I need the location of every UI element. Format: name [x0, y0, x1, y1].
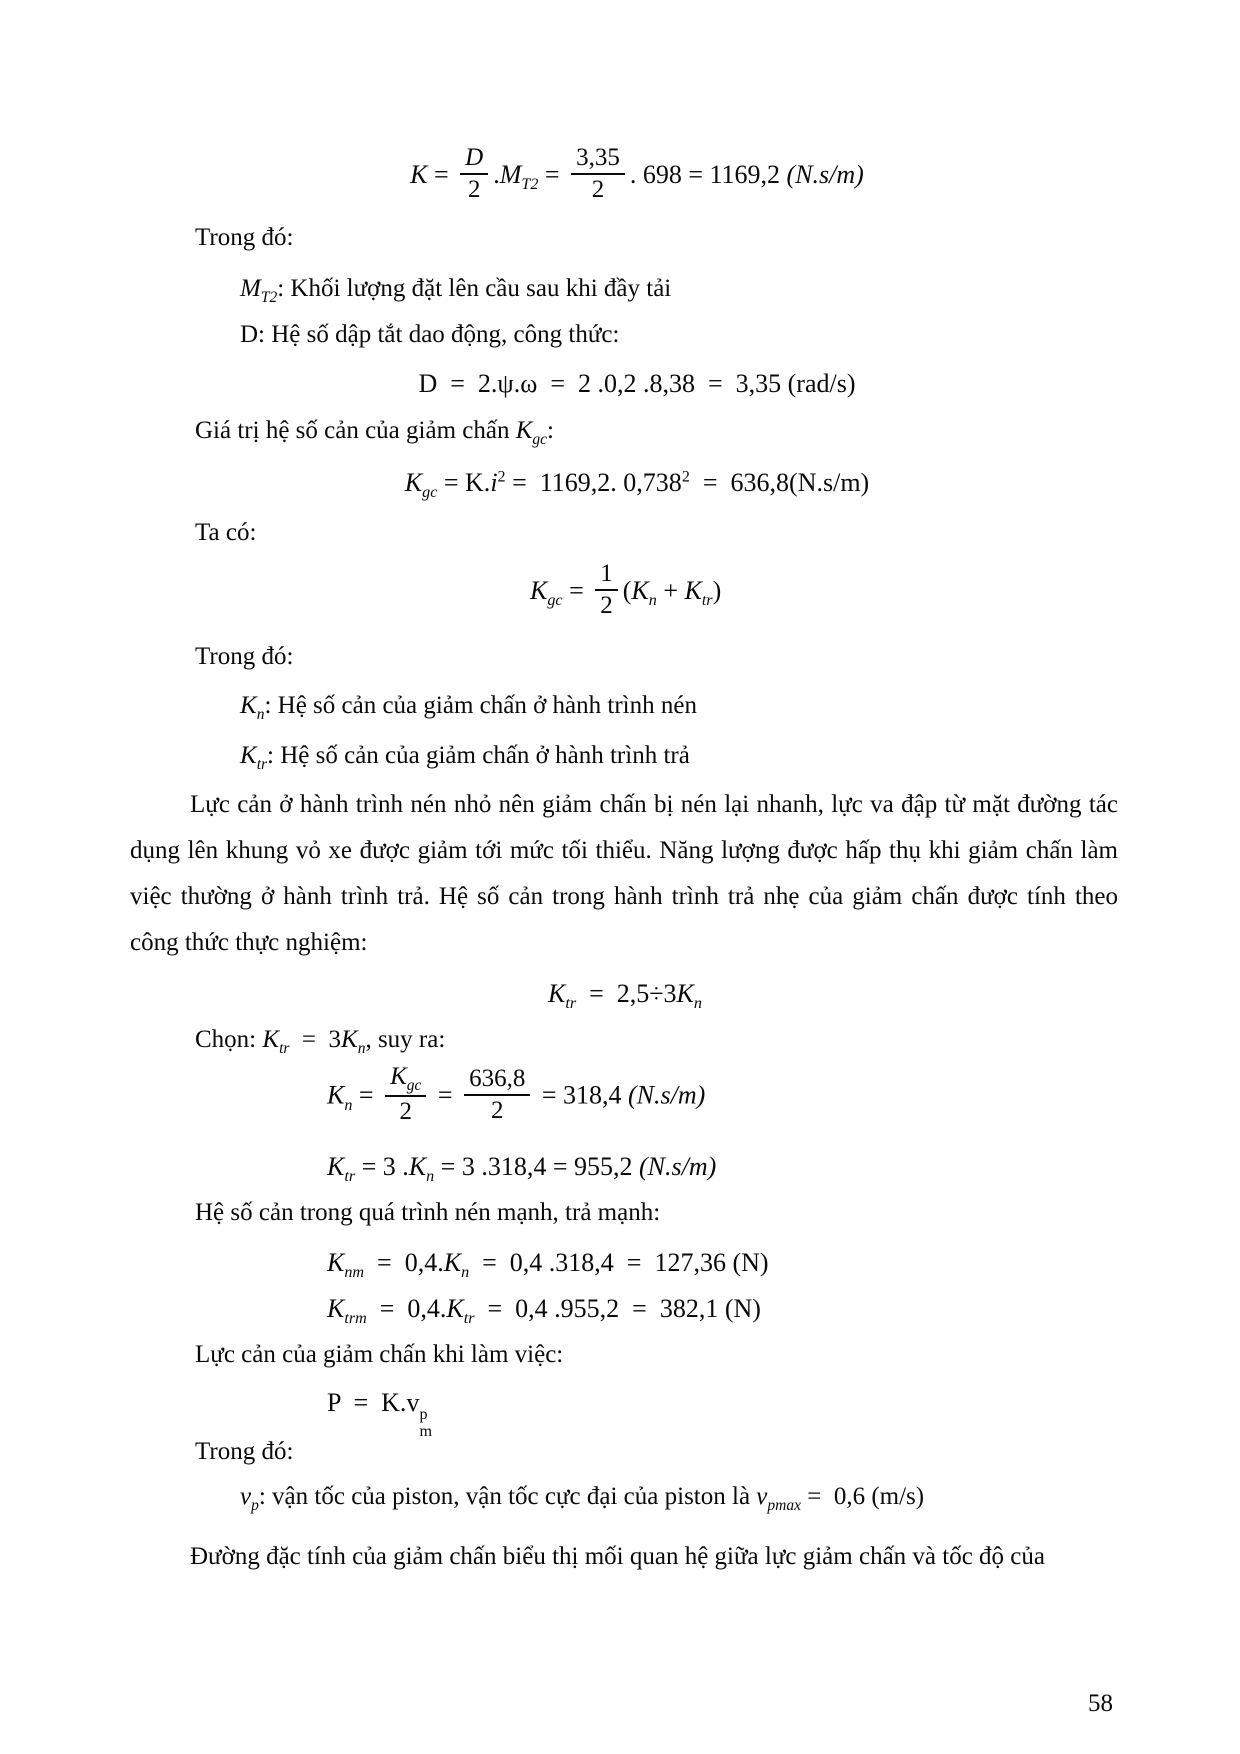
- label-trong-do-1: Trong đó:: [195, 224, 294, 251]
- kgc-subscript: gc: [532, 431, 548, 448]
- definition-mt2: [240, 275, 671, 307]
- formula-kgc-value: $K_{gc} = K.i^2 = 1169,2$. 0,738$^2$ = 636,8(N.s/m): [404, 468, 870, 502]
- subscript-m: m: [419, 1422, 432, 1440]
- ktr-subscript: tr: [279, 1040, 290, 1057]
- formula-ktr-range: [548, 979, 702, 1013]
- ktrm-subscript: trm: [344, 1310, 367, 1328]
- equals-sign: =: [538, 159, 567, 189]
- ktr-subscript: tr: [344, 1168, 356, 1186]
- kn-description: : Hệ số cản của giảm chấn ở hành trình nén: [264, 692, 697, 719]
- fraction-one-half: $\frac{1}{2}$: [595, 560, 618, 620]
- ktr-subscript: tr: [701, 592, 713, 610]
- vp-symbol: v: [240, 1483, 252, 1510]
- open-paren: (: [622, 575, 632, 605]
- kgc-symbol: K: [404, 468, 423, 497]
- label-trong-do-2: Trong đó:: [195, 643, 294, 670]
- kn-symbol: K: [443, 1248, 462, 1277]
- ktr-description: : Hệ số cản của giảm chấn ở hành trình trả: [267, 742, 690, 769]
- formula-kn-calc: [327, 1063, 706, 1129]
- ktr-symbol: K: [240, 742, 257, 769]
- kn-symbol: K: [341, 1026, 358, 1053]
- vpmax-subscript: pmax: [767, 1497, 801, 1514]
- paragraph-damping-behavior: Lực cản ở hành trình nén nhỏ nên giảm chấn bị nén lại nhanh, lực va đập từ mặt đường tác dụng lên khung vỏ xe được giảm tới mức tối thiểu. Năng lượng được hấp thụ khi giảm chấn làm việc thường ở hành trình trả. Hệ số cản trong hành trình trả nhẹ của giảm chấn được tính theo công thức thực nghiệm:: [130, 791, 1118, 956]
- line-gia-tri: [195, 417, 554, 449]
- ktr-subscript: tr: [256, 756, 268, 773]
- equals-sign: =: [427, 159, 456, 189]
- fraction-d-over-2: $\frac{D}{2}$: [460, 144, 488, 204]
- kn-result: = 318,4: [535, 1080, 628, 1110]
- suy-ra-text: , suy ra:: [365, 1026, 446, 1053]
- mass-symbol: M: [499, 159, 522, 189]
- knm-result: = 0,4 .318,4 = 127,36 (N): [469, 1248, 769, 1277]
- kn-symbol: K: [408, 1152, 427, 1181]
- ktr-symbol: K: [262, 1026, 280, 1053]
- paragraph-characteristic-curve: Đường đặc tính của giảm chấn biểu thị mối quan hệ giữa lực giảm chấn và tốc độ của: [190, 1543, 1045, 1570]
- label-he-so-manh: Hệ số cản trong quá trình nén mạnh, trả mạnh:: [195, 1199, 661, 1226]
- unit-ns-per-m: (N.s/m): [786, 159, 864, 189]
- kn-symbol: K: [631, 575, 649, 605]
- kn-subscript: n: [357, 1040, 366, 1057]
- kn-subscript: n: [426, 1168, 435, 1186]
- vp-subscript: p: [251, 1497, 259, 1514]
- equals-sign: =: [352, 1080, 381, 1110]
- colon: :: [547, 417, 554, 444]
- squared-exponent: 2: [681, 468, 690, 486]
- kgc-symbol: K: [515, 417, 533, 444]
- ktr-subscript: tr: [565, 995, 577, 1013]
- ktr-symbol: K: [684, 575, 702, 605]
- knm-symbol: K: [327, 1248, 345, 1277]
- ktr-symbol: K: [327, 1152, 345, 1181]
- definition-d: D: Hệ số dập tắt dao động, công thức:: [240, 321, 620, 348]
- kn-subscript: n: [256, 706, 265, 723]
- kn-symbol: K: [240, 692, 257, 719]
- ktr-symbol: K: [446, 1294, 464, 1323]
- fraction-6368-over-2: $\frac{636,8}{2}$: [464, 1065, 530, 1125]
- velocity-symbol: v: [406, 1388, 420, 1417]
- gia-tri-text: Giá trị hệ số cản của giảm chấn: [195, 417, 516, 444]
- kn-subscript: n: [648, 592, 657, 610]
- range-expression: = 2,5÷3: [576, 979, 677, 1008]
- equals-expression: = 3: [289, 1026, 342, 1053]
- ktr-subscript: tr: [463, 1310, 475, 1328]
- ratio-i-symbol: i: [490, 468, 498, 497]
- close-paren: ): [712, 575, 722, 605]
- mass-subscript: T2: [521, 176, 539, 194]
- mt2-subscript: T2: [260, 289, 278, 306]
- label-luc-can-lam-viec: Lực cản của giảm chấn khi làm việc:: [195, 1341, 564, 1368]
- kn-symbol: K: [676, 979, 694, 1008]
- plus-sign: +: [656, 575, 685, 605]
- knm-subscript: nm: [344, 1264, 365, 1282]
- unit-ns-per-m: (N.s/m): [639, 1152, 717, 1181]
- vpmax-symbol: v: [756, 1483, 768, 1510]
- equals-sign: =: [562, 575, 591, 605]
- page-number: 58: [1088, 1690, 1113, 1717]
- formula-kgc-average: [530, 560, 722, 623]
- ktr-symbol: K: [548, 979, 566, 1008]
- kgc-symbol: K: [530, 575, 548, 605]
- unit-ns-per-m: (N.s/m): [628, 1080, 706, 1110]
- label-ta-co: Ta có:: [195, 519, 257, 546]
- definition-kn: [240, 692, 697, 724]
- formula-d: D = 2.ψ.ω = 2 .0,2 .8,38 = 3,35 (rad/s): [418, 369, 856, 398]
- chon-text: Chọn:: [195, 1026, 263, 1053]
- kgc-result: = 636,8(N.s/m): [689, 468, 870, 497]
- ktrm-result: = 0,4 .955,2 = 382,1 (N): [474, 1294, 761, 1323]
- definition-ktr: [240, 742, 690, 774]
- label-trong-do-3: Trong đó:: [195, 1438, 294, 1465]
- dot-operator: .: [493, 159, 500, 189]
- formula-k-lhs: K: [410, 159, 428, 189]
- velocity-supsub: [419, 1407, 432, 1441]
- formula-knm: $K_{nm} = 0,4.K_n = 0,4$ .318,4 = 127,36 (N): [327, 1248, 769, 1282]
- mt2-description: : Khối lượng đặt lên cầu sau khi đầy tải: [277, 275, 672, 302]
- formula-p: [327, 1388, 432, 1441]
- vp-description: : vận tốc của piston, vận tốc cực đại của piston là: [258, 1483, 757, 1510]
- definition-vp: [240, 1483, 924, 1515]
- kgc-subscript: gc: [547, 592, 563, 610]
- kn-subscript: n: [461, 1264, 470, 1282]
- p-equals-k: P = K.: [327, 1388, 407, 1417]
- line-chon: [195, 1026, 445, 1058]
- squared-exponent: 2: [497, 468, 506, 486]
- formula-k-result: . 698 = 1169,2: [629, 159, 787, 189]
- kgc-subscript: gc: [422, 484, 438, 502]
- fraction-kgc-over-2: $\frac{K_{gc}}{2}$: [385, 1063, 426, 1126]
- formula-k: [125, 144, 1149, 207]
- formula-ktrm: $K_{trm} = 0,4.K_{tr} = 0,4$ .955,2 = 382,1 (N): [327, 1294, 761, 1328]
- ktrm-symbol: K: [327, 1294, 345, 1323]
- kn-subscript: n: [693, 995, 702, 1013]
- fraction-335-over-2: $\frac{3,35}{2}$: [571, 144, 625, 204]
- vpmax-value: = 0,6 (m/s): [800, 1483, 925, 1510]
- kn-symbol: K: [327, 1080, 345, 1110]
- exponent-p: p: [419, 1406, 428, 1424]
- formula-ktr-calc: $K_{tr} = 3$ $.K_n = 3$ .318,4 = 955,2 (N.s/m): [327, 1152, 717, 1186]
- ktr-result: = 3 .318,4 = 955,2: [434, 1152, 639, 1181]
- kn-subscript: n: [344, 1096, 353, 1114]
- mt2-symbol: M: [240, 275, 261, 302]
- equals-sign: =: [431, 1080, 460, 1110]
